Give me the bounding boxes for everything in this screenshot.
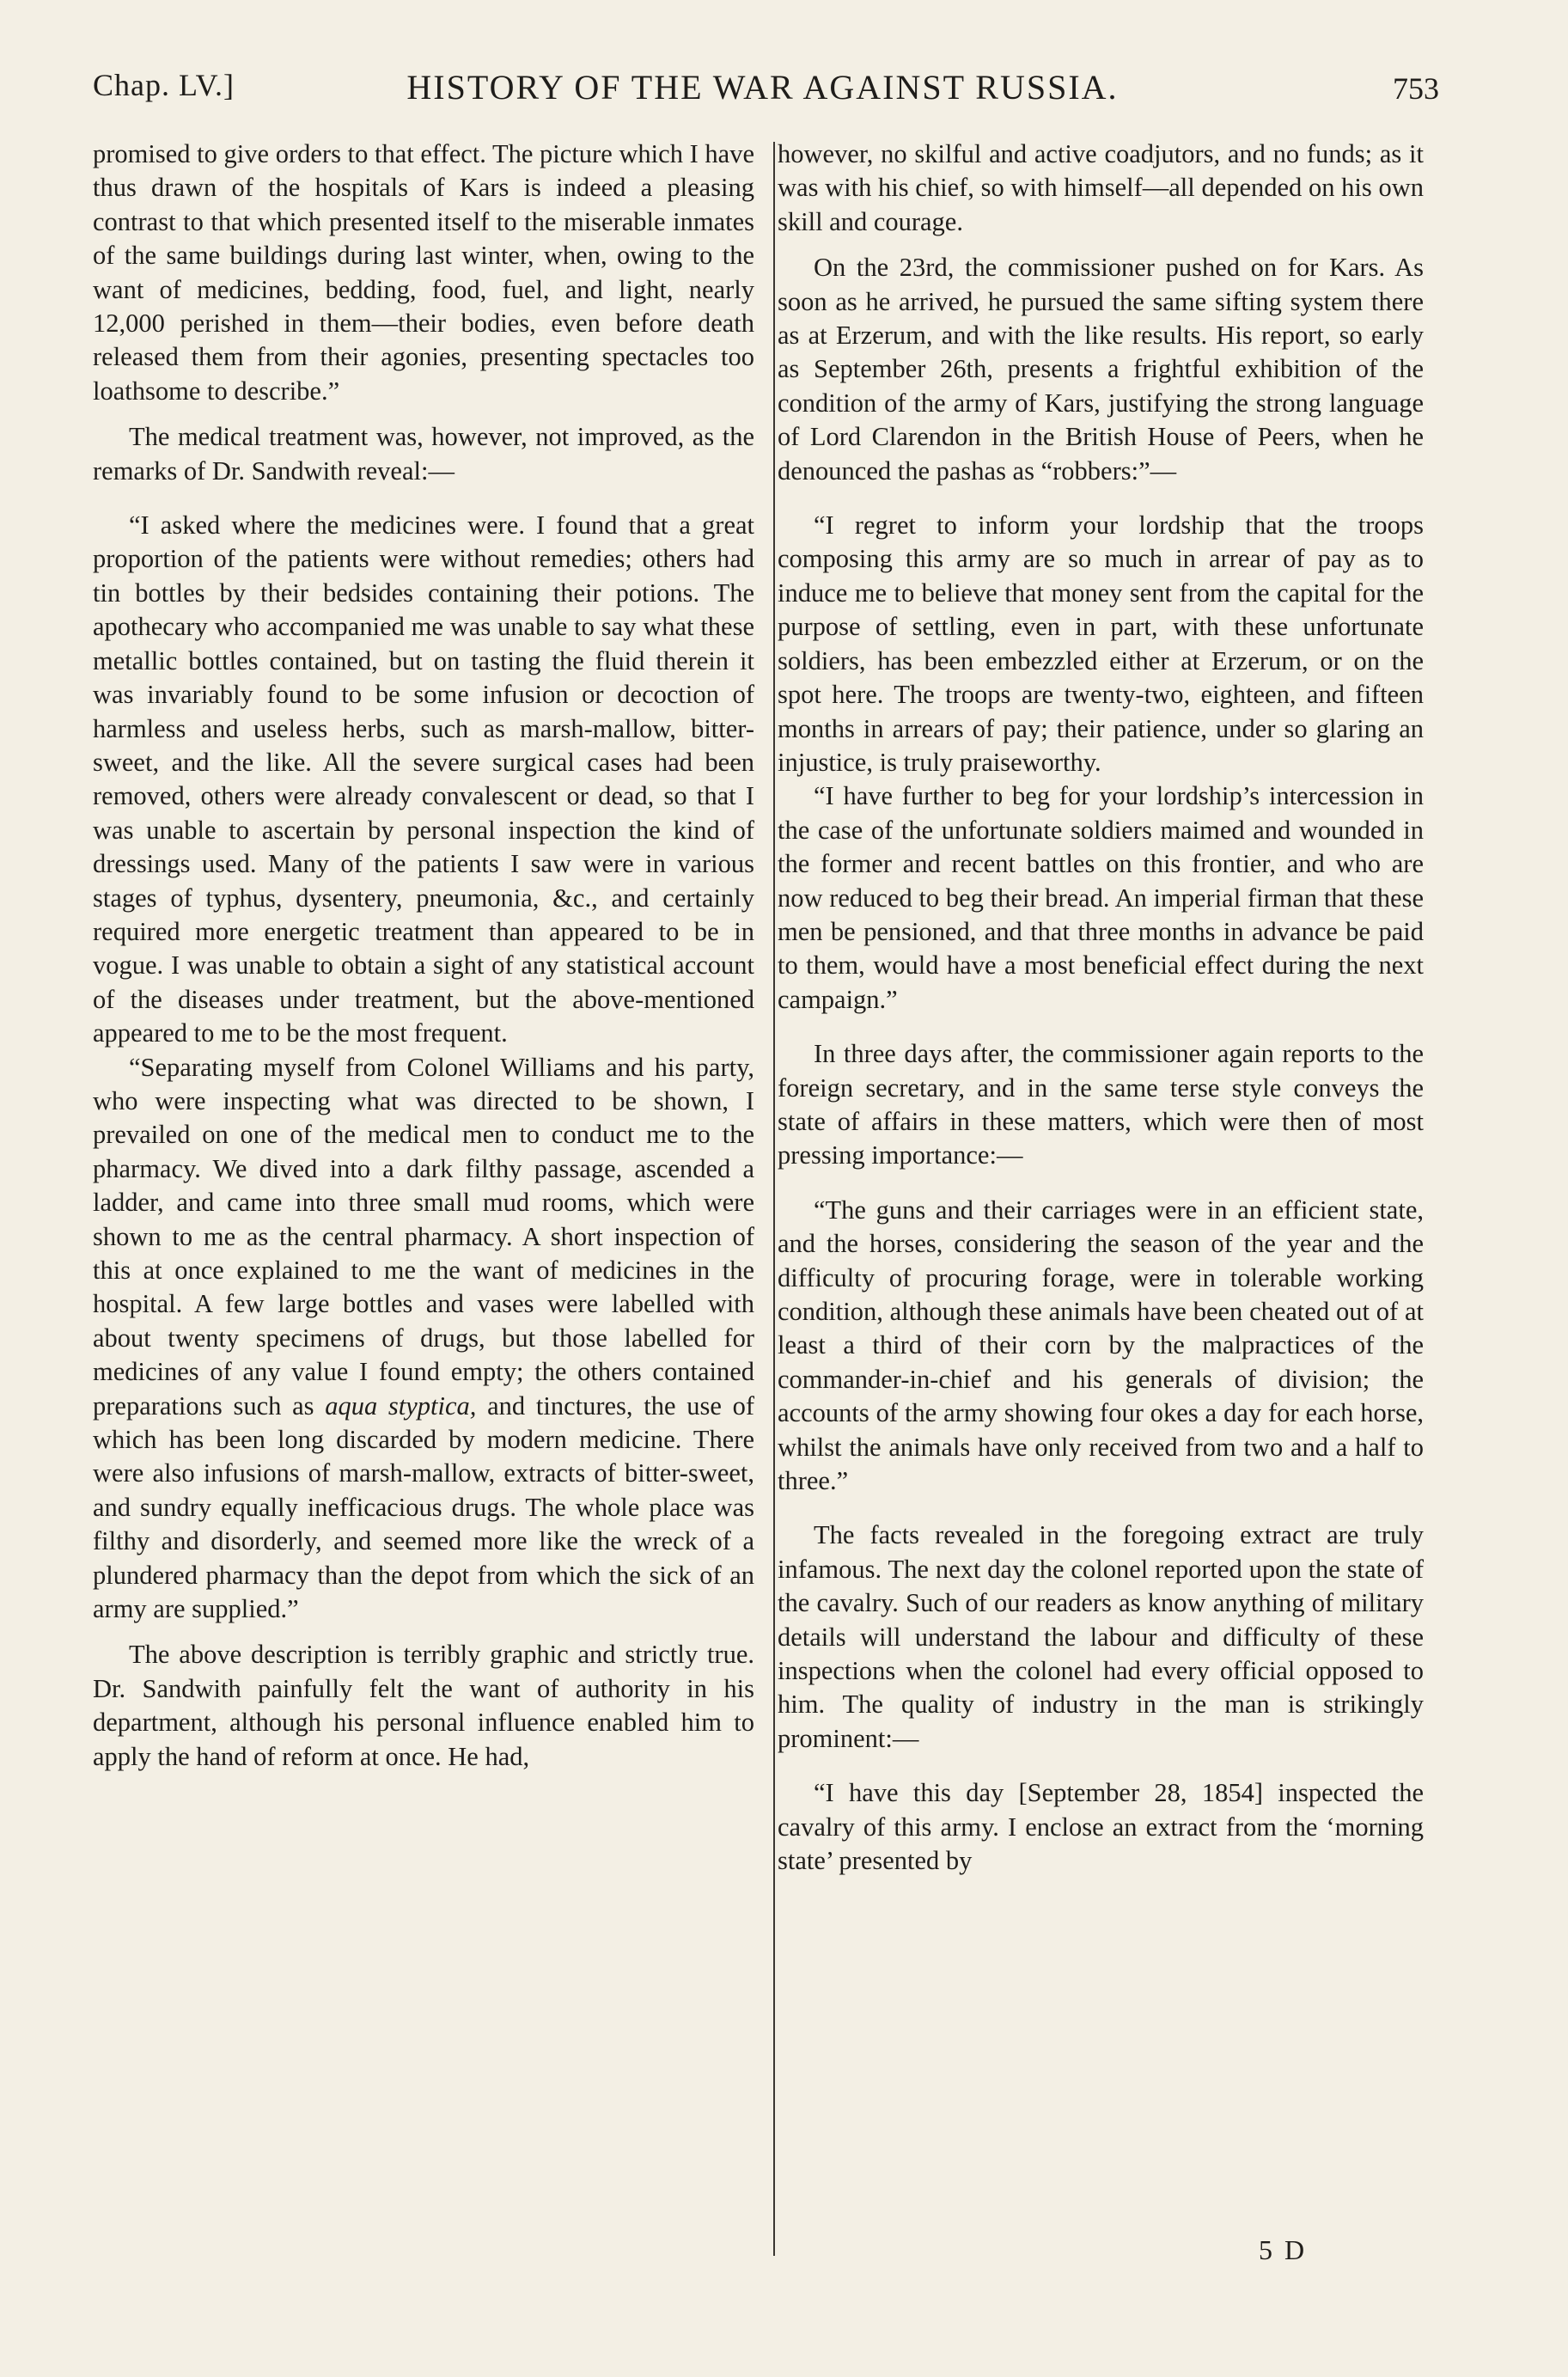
- paragraph: “The guns and their carriages were in an efficient state, and the horses, considering the season of the year and the difficulty of procuring forage, were in tolerable working condition, although these animals have been cheated out of at least a third of their corn by the malpractices of the commander-in-chief and his generals of division; the accounts of the army showing four okes a day for each horse, whilst the animals have only received from two and a half to three.”: [778, 1195, 1424, 1496]
- paragraph: The medical treatment was, however, not improved, as the remarks of Dr. Sandwith reveal:—: [93, 422, 754, 486]
- paragraph: “I regret to inform your lordship that the troops composing this army are so much in arrear of pay as to induce me to believe that money sent from the capital for the purpose of settling, even in part, with these unfortunate soldiers, has been embezzled either at Erzerum, or on the spot here. The troops are twenty-two, eighteen, and fifteen months in arrears of pay; their patience, under so glaring an injustice, is truly praiseworthy.: [778, 510, 1424, 777]
- paragraph: however, no skilful and active coadjutors, and no funds; as it was with his chief, so with himself—all depended on his own skill and courage.: [778, 139, 1424, 236]
- paragraph-text: and tinctures, the use of which has been long discarded by modern medicine. There were also infusions of marsh-mallow, extracts of bitter-sweet, and sundry equally inefficacious drugs. The whole place was filthy and disorderly, and seemed more like the wreck of a plundered pharmacy than the depot from which the sick of an army are supplied.”: [93, 1390, 755, 1624]
- right-column: [778, 137, 1424, 1879]
- paragraph: “I have further to beg for your lordship’s intercession in the case of the unfortunate soldiers maimed and wounded in the former and recent battles on this frontier, and who are now reduced to beg their bread. An imperial firman that these men be pensioned, and that three months in advance be paid to them, would have a most beneficial effect during the next campaign.”: [778, 781, 1424, 1014]
- signature-mark: 5 D: [1259, 2234, 1308, 2265]
- italic-term: aqua styptica,: [325, 1390, 477, 1421]
- left-column: [93, 137, 754, 1774]
- paragraph-text: “Separating myself from Colonel Williams and his party, who were inspecting what was directed to be shown, I prevailed on one of the medical men to conduct me to the pharmacy. We dived into a dark filthy passage, ascended a ladder, and came into three small mud rooms, which were shown to me as the central pharmacy. A short inspection of this at once explained to me the want of medicines in the hospital. A few large bottles and vases were labelled with about twenty specimens of drugs, but those labelled for medicines of any value I found empty; the others contained preparations such as: [93, 1052, 754, 1421]
- running-title: HISTORY OF THE WAR AGAINST RUSSIA.: [406, 68, 1119, 107]
- chapter-label: Chap. LV.]: [93, 68, 235, 102]
- column-divider: [773, 142, 775, 2256]
- paragraph: [93, 1051, 754, 1627]
- paragraph: promised to give orders to that effect. The picture which I have thus drawn of the hospitals of Kars is indeed a pleasing contrast to that which presented itself to the miserable inmates of the same buildings during last winter, when, owing to the want of medicines, bedding, food, fuel, and light, nearly 12,000 perished in them—their bodies, even before death released them from their agonies, presenting spectacles too loathsome to describe.”: [93, 139, 754, 406]
- running-header: [86, 62, 1439, 122]
- paragraph: “I asked where the medicines were. I found that a great proportion of the patients were without remedies; others had tin bottles by their bedsides containing their potions. The apothecary who accompanied me was unable to say what these metallic bottles contained, but on tasting the fluid therein it was invariably found to be some infusion or decoction of harmless and useless herbs, such as marsh-mallow, bitter-sweet, and the like. All the severe surgical cases had been removed, others were already convalescent or dead, so that I was unable to ascertain by personal inspection the kind of dressings used. Many of the patients I saw were in various stages of typhus, dysentery, pneumonia, &c., and certainly required more energetic treatment than appeared to be in vogue. I was unable to obtain a sight of any statistical account of the diseases under treatment, but the above-mentioned appeared to me to be the most frequent.: [93, 510, 754, 1048]
- paragraph: The above description is terribly graphic and strictly true. Dr. Sandwith painfully felt the want of authority in his department, although his personal influence enabled him to apply the hand of reform at once. He had,: [93, 1640, 754, 1771]
- paragraph: “I have this day [September 28, 1854] inspected the cavalry of this army. I enclose an extract from the ‘morning state’ presented by: [778, 1778, 1424, 1876]
- paragraph: On the 23rd, the commissioner pushed on for Kars. As soon as he arrived, he pursued the same sifting system there as at Erzerum, and with the like results. His report, so early as September 26th, presents a frightful exhibition of the condition of the army of Kars, justifying the strong language of Lord Clarendon in the British House of Peers, when he denounced the pashas as “robbers:”—: [778, 253, 1424, 486]
- paragraph: The facts revealed in the foregoing extract are truly infamous. The next day the colonel reported upon the state of the cavalry. Such of our readers as know anything of military details will understand the labour and difficulty of these inspections when the colonel had every official opposed to him. The quality of industry in the man is strikingly prominent:—: [778, 1520, 1424, 1753]
- paragraph: In three days after, the commissioner again reports to the foreign secretary, and in the same terse style conveys the state of affairs in these matters, which were then of most pressing importance:—: [778, 1039, 1424, 1170]
- page-number: 753: [1393, 71, 1439, 106]
